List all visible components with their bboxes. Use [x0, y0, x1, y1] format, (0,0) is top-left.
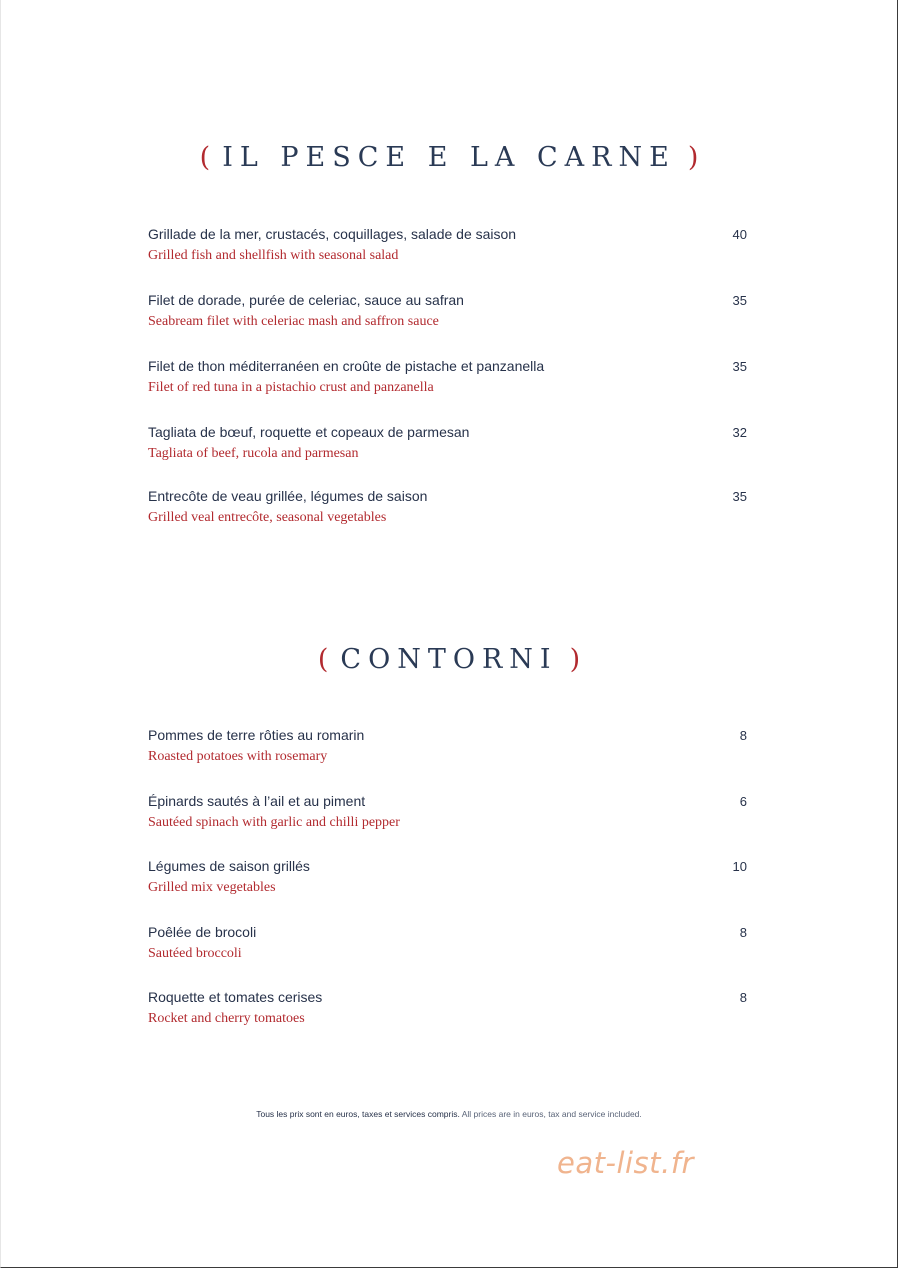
menu-item [148, 488, 748, 534]
dish-price: 35 [732, 359, 747, 374]
paren-open: ( [199, 142, 211, 173]
price-note [0, 1109, 898, 1119]
paren-close: ) [687, 142, 699, 173]
dish-name-fr: Épinards sautés à l’ail et au piment [148, 793, 366, 809]
menu-item [148, 727, 748, 773]
dish-name-en: Seabream filet with celeriac mash and saffron sauce [148, 314, 439, 329]
dish-price: 40 [732, 227, 747, 242]
dish-name-en: Rocket and cherry tomatoes [148, 1011, 305, 1026]
menu-item [148, 358, 748, 404]
dish-name-fr: Filet de dorade, purée de celeriac, sauce au safran [148, 292, 464, 308]
dish-name-en: Filet of red tuna in a pistachio crust and panzanella [148, 380, 434, 395]
dish-name-fr: Pommes de terre rôties au romarin [148, 727, 365, 743]
watermark: eat-list.fr [557, 1146, 694, 1180]
dish-price: 6 [739, 794, 747, 809]
price-note-fr: Tous les prix sont en euros, taxes et services compris. [256, 1109, 460, 1119]
section-title-contorni [0, 644, 898, 675]
paren-open: ( [317, 644, 329, 675]
dish-price: 8 [739, 990, 747, 1005]
menu-item [148, 924, 748, 970]
dish-price: 35 [732, 293, 747, 308]
menu-item [148, 424, 748, 470]
dish-name-en: Grilled mix vegetables [148, 880, 276, 895]
section-title-text: CONTORNI [340, 644, 558, 675]
dish-name-en: Grilled fish and shellfish with seasonal salad [148, 248, 399, 263]
menu-item [148, 292, 748, 338]
section-title-pesce-carne [0, 142, 898, 173]
dish-name-fr: Entrecôte de veau grillée, légumes de saison [148, 488, 428, 504]
dish-price: 10 [732, 859, 747, 874]
menu-item [148, 858, 748, 904]
dish-name-fr: Grillade de la mer, crustacés, coquillages, salade de saison [148, 226, 517, 242]
paren-close: ) [569, 644, 581, 675]
dish-name-en: Sautéed broccoli [148, 946, 242, 961]
dish-name-en: Grilled veal entrecôte, seasonal vegetables [148, 510, 387, 525]
menu-item [148, 793, 748, 839]
dish-name-fr: Légumes de saison grillés [148, 858, 310, 874]
price-note-en: All prices are in euros, tax and service included. [461, 1109, 642, 1119]
dish-price: 32 [732, 425, 747, 440]
menu-item [148, 989, 748, 1035]
dish-name-fr: Poêlée de brocoli [148, 924, 257, 940]
dish-name-en: Tagliata of beef, rucola and parmesan [148, 446, 359, 461]
dish-name-en: Roasted potatoes with rosemary [148, 749, 328, 764]
dish-price: 35 [732, 489, 747, 504]
dish-name-fr: Filet de thon méditerranéen en croûte de pistache et panzanella [148, 358, 545, 374]
dish-name-fr: Roquette et tomates cerises [148, 989, 323, 1005]
dish-price: 8 [739, 728, 747, 743]
dish-price: 8 [739, 925, 747, 940]
dish-name-en: Sautéed spinach with garlic and chilli pepper [148, 815, 400, 830]
menu-item [148, 226, 748, 272]
dish-name-fr: Tagliata de bœuf, roquette et copeaux de parmesan [148, 424, 470, 440]
section-title-text: IL PESCE E LA CARNE [222, 142, 676, 173]
